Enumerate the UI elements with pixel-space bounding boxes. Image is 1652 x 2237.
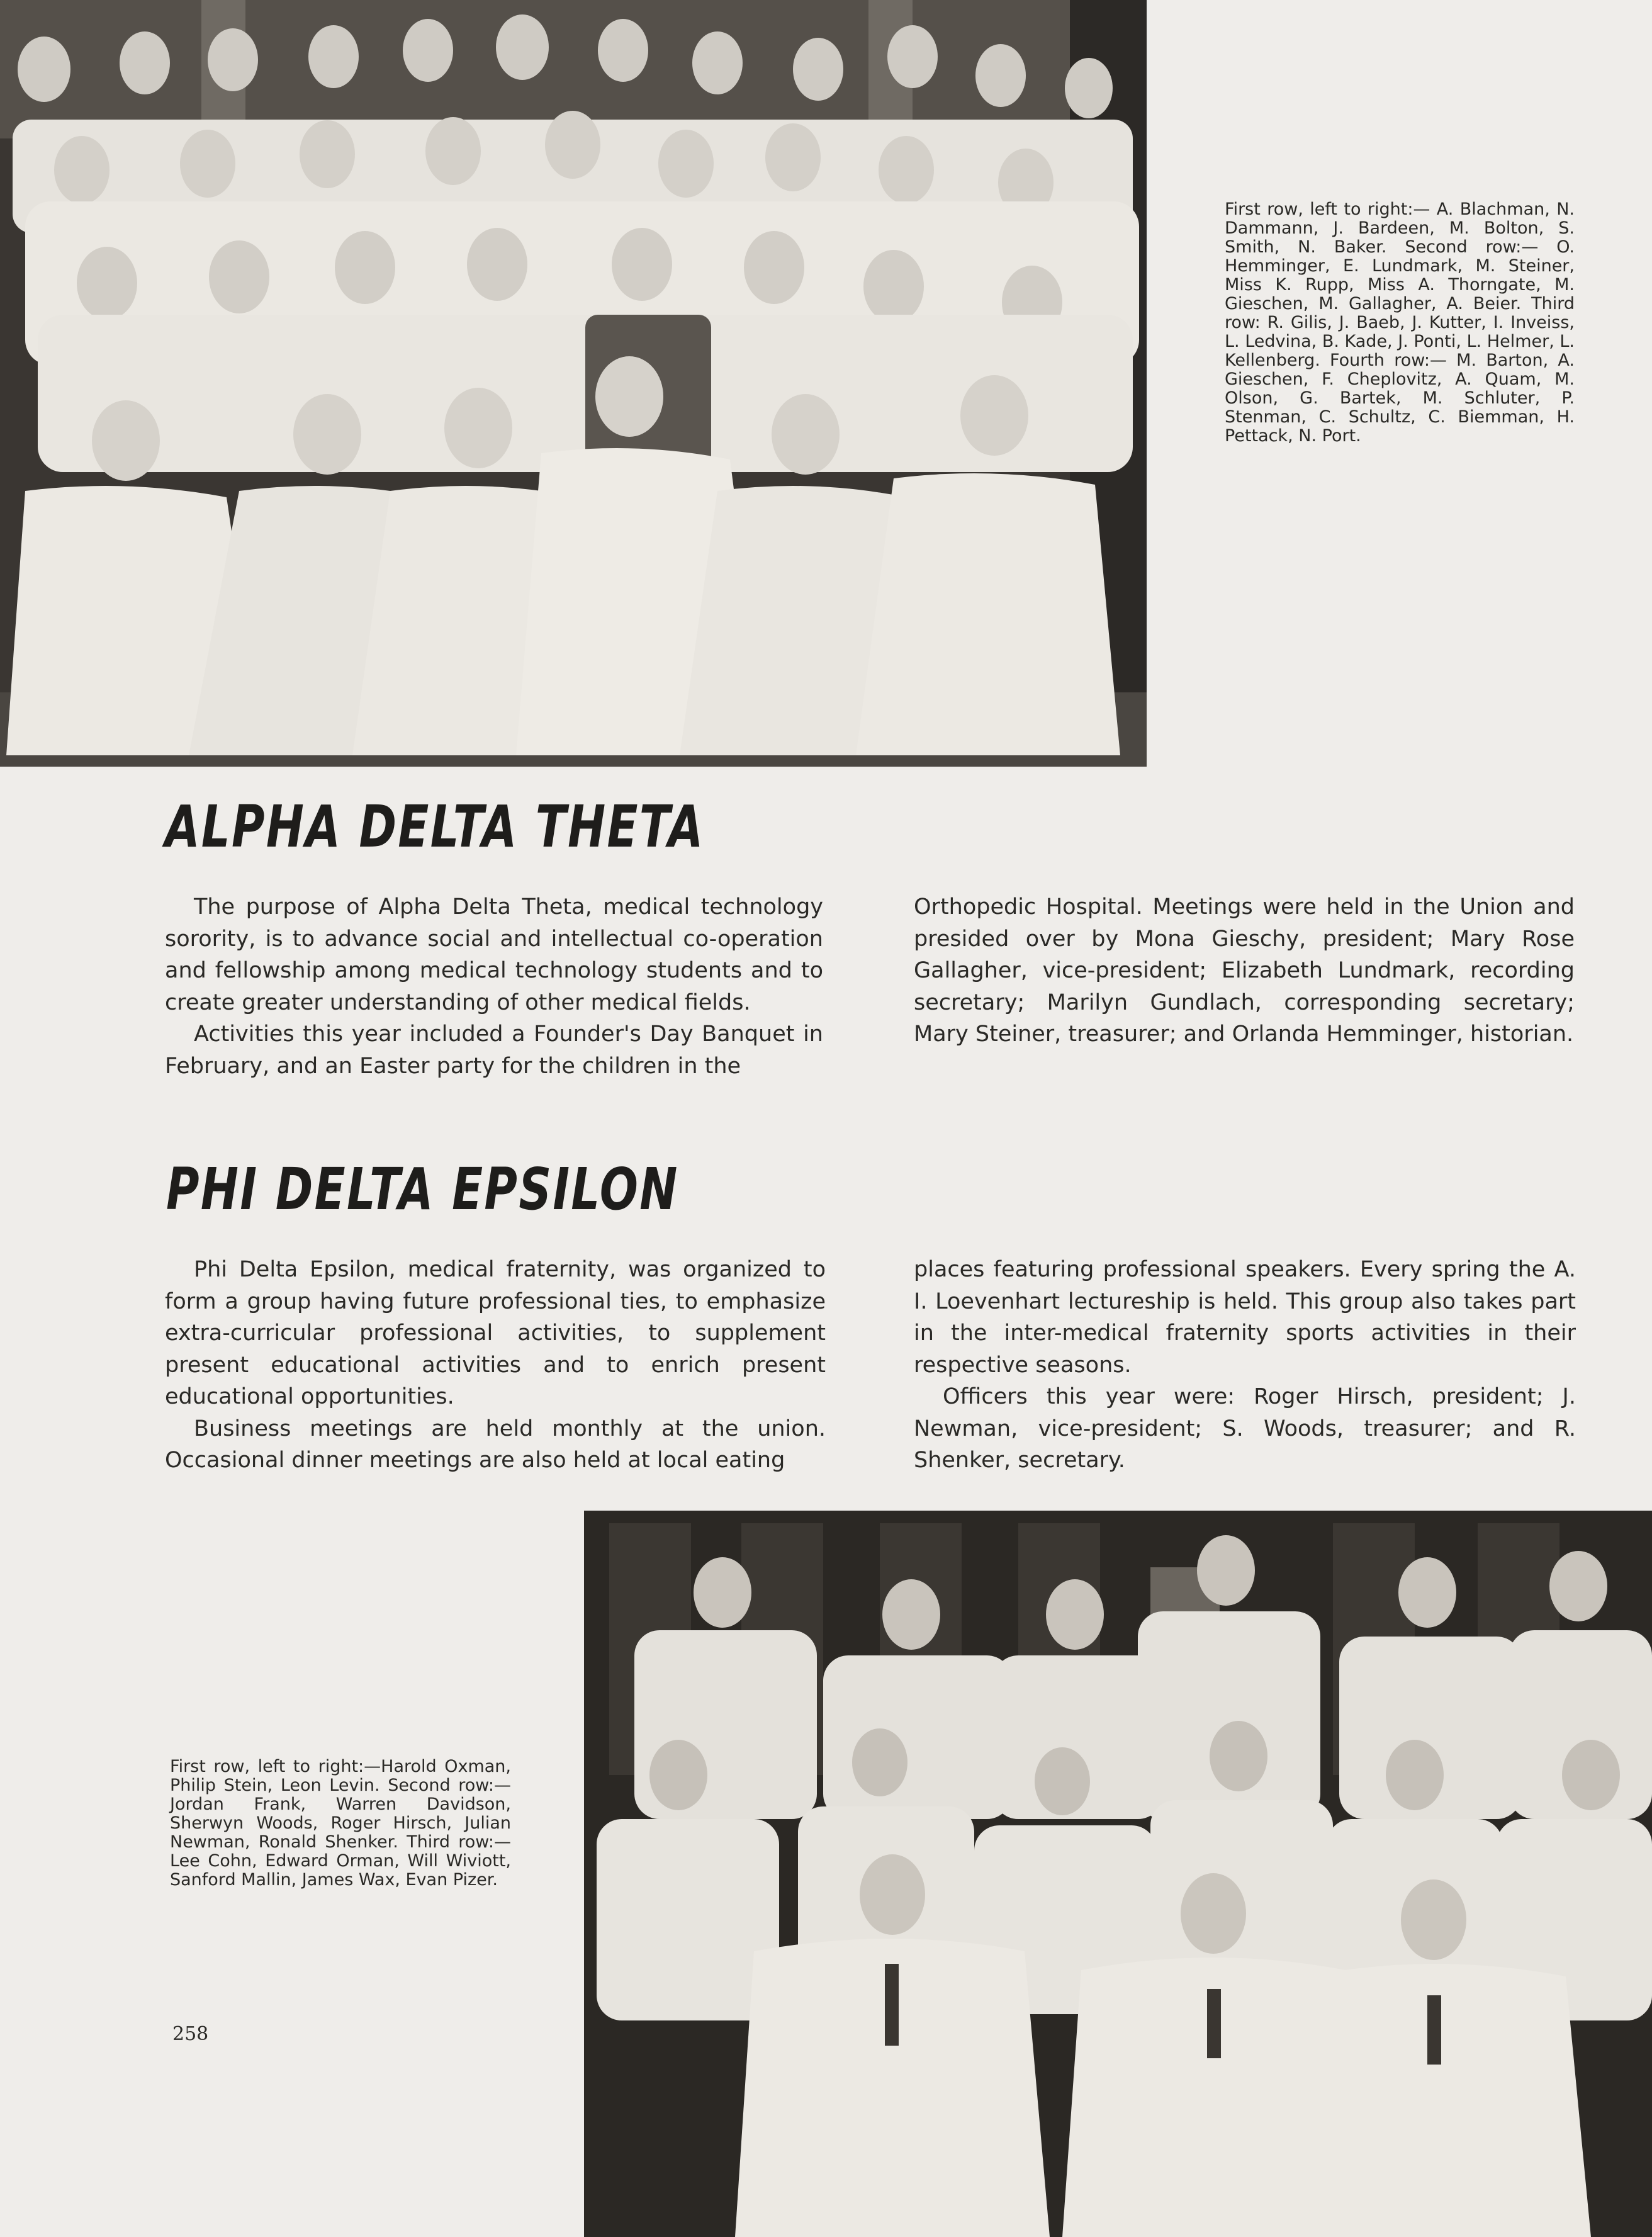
phi-paragraph: Officers this year were: Roger Hirsch, president; J. Newman, vice-president; S. Woods, treasurer; and R. Shenker, secretary. <box>914 1384 1576 1473</box>
phi-delta-epsilon-heading: PHI DELTA EPSILON <box>166 1156 679 1223</box>
phi-paragraph: Phi Delta Epsilon, medical fraternity, was organized to form a group having future professional ties, to emphasize extra-curricular professional activities, to supplement present educational activities and to enrich present educational opportunities. <box>165 1257 826 1409</box>
phi-paragraph: places featuring professional speakers. Every spring the A. I. Loevenhart lectureship is held. This group also takes part in the inter-medical fraternity sports activities in their respective seasons. <box>914 1257 1576 1378</box>
phi-delta-epsilon-photo <box>584 1511 1652 2237</box>
alpha-paragraph: The purpose of Alpha Delta Theta, medical technology sorority, is to advance social and intellectual co-operation and fellowship among medical technology students and to create greater understanding of other medical fields. <box>165 894 823 1015</box>
page-number: 258 <box>172 2023 209 2045</box>
alpha-paragraph: Activities this year included a Founder's Day Banquet in February, and an Easter party for the children in the <box>165 1022 823 1079</box>
alpha-photo-caption: First row, left to right:— A. Blachman, N. Dammann, J. Bardeen, M. Bolton, S. Smith, N. Baker. Second row:— O. Hemminger, E. Lundmark, M. Steiner, Miss K. Rupp, Miss A. Thorngate, M. Gieschen, M. Gallagher, A. Beier. Third row: R. Gilis, J. Baeb, J. Kutter, I. Inveiss, L. Ledvina, B. Kade, J. Ponti, L. Helmer, L. Kellenberg. Fourth row:— M. Barton, A. Gieschen, F. Cheplovitz, A. Quam, M. Olson, G. Bartek, M. Schluter, P. Stenman, C. Schultz, C. Biemman, H. Pettack, N. Port. <box>1225 200 1575 446</box>
phi-paragraph: Business meetings are held monthly at the union. Occasional dinner meetings are also held at local eating <box>165 1416 826 1473</box>
alpha-delta-theta-heading: ALPHA DELTA THETA <box>165 793 705 860</box>
phi-photo-caption: First row, left to right:—Harold Oxman, Philip Stein, Leon Levin. Second row:— Jordan Frank, Warren Davidson, Sherwyn Woods, Roger Hirsch, Julian Newman, Ronald Shenker. Third row:— Lee Cohn, Edward Orman, Will Wiviott, Sanford Mallin, James Wax, Evan Pizer. <box>170 1757 511 1890</box>
alpha-delta-theta-photo <box>0 0 1147 767</box>
phi-column-right <box>914 1254 1576 1477</box>
phi-column-left <box>165 1254 826 1477</box>
alpha-column-right <box>914 891 1575 1051</box>
alpha-paragraph: Orthopedic Hospital. Meetings were held in the Union and presided over by Mona Gieschy, president; Mary Rose Gallagher, vice-president; Elizabeth Lundmark, recording secretary; Marilyn Gundlach, corresponding secretary; Mary Steiner, treasurer; and Orlanda Hemminger, historian. <box>914 894 1575 1047</box>
alpha-column-left <box>165 891 823 1082</box>
